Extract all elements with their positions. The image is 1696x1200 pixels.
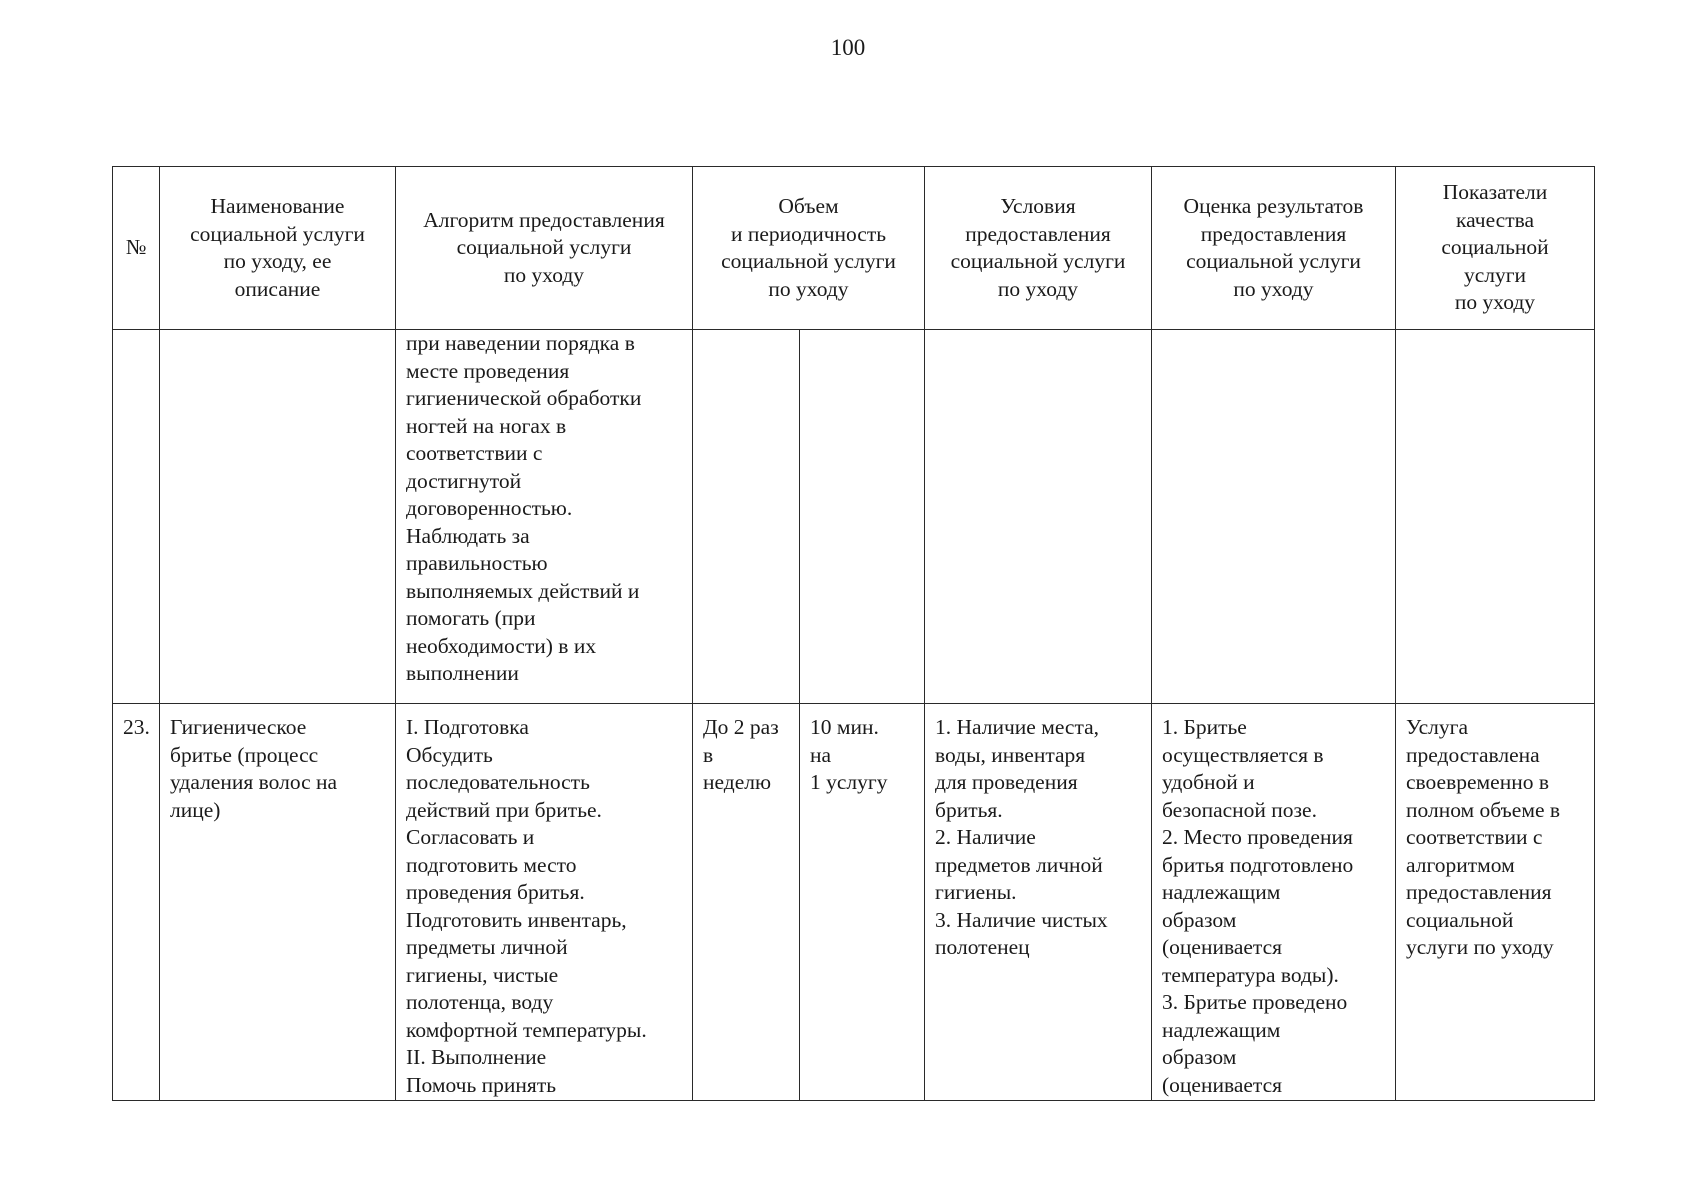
- cell-conditions: 1. Наличие места, воды, инвентаря для проведения бритья. 2. Наличие предметов личной гигиены. 3. Наличие чистых полотенец: [925, 704, 1152, 1101]
- header-evaluation: Оценка результатов предоставления социальной услуги по уходу: [1152, 167, 1396, 330]
- cell-evaluation: 1. Бритье осуществляется в удобной и безопасной позе. 2. Место проведения бритья подготовлено надлежащим образом (оценивается температура воды). 3. Бритье проведено надлежащим образом (оценивается: [1152, 704, 1396, 1101]
- cell-quality: [1396, 330, 1595, 704]
- cell-name: [160, 330, 396, 704]
- social-services-table: [112, 166, 1595, 1101]
- cell-number: [113, 330, 160, 704]
- cell-evaluation: [1152, 330, 1396, 704]
- cell-algorithm: I. Подготовка Обсудить последовательность действий при бритье. Согласовать и подготовить место проведения бритья. Подготовить инвентарь, предметы личной гигиены, чистые полотенца, воду комфортной температуры. II. Выполнение Помочь принять: [396, 704, 693, 1101]
- table-row: [113, 704, 1595, 1101]
- header-name: Наименование социальной услуги по уходу, ее описание: [160, 167, 396, 330]
- page-number: 100: [830, 35, 866, 60]
- cell-quality: Услуга предоставлена своевременно в полном объеме в соответствии с алгоритмом предоставления социальной услуги по уходу: [1396, 704, 1595, 1101]
- table-header-row: [113, 167, 1595, 330]
- header-algorithm: Алгоритм предоставления социальной услуги по уходу: [396, 167, 693, 330]
- cell-conditions: [925, 330, 1152, 704]
- header-number: [113, 167, 160, 330]
- header-number-label: №: [125, 235, 147, 260]
- cell-duration: 10 мин. на 1 услугу: [800, 704, 925, 1101]
- header-quality: Показатели качества социальной услуги по уходу: [1396, 167, 1595, 330]
- header-volume: Объем и периодичность социальной услуги по уходу: [693, 167, 925, 330]
- cell-algorithm: при наведении порядка в месте проведения гигиенической обработки ногтей на ногах в соответствии с достигнутой договоренностью. Наблюдать за правильностью выполняемых действий и помогать (при необходимости) в их выполнении: [396, 330, 693, 704]
- cell-frequency: До 2 раз в неделю: [693, 704, 800, 1101]
- header-conditions: Условия предоставления социальной услуги по уходу: [925, 167, 1152, 330]
- cell-number: 23.: [113, 704, 160, 1101]
- table-row: [113, 330, 1595, 704]
- cell-name: Гигиеническое бритье (процесс удаления волос на лице): [160, 704, 396, 1101]
- cell-frequency: [693, 330, 800, 704]
- cell-duration: [800, 330, 925, 704]
